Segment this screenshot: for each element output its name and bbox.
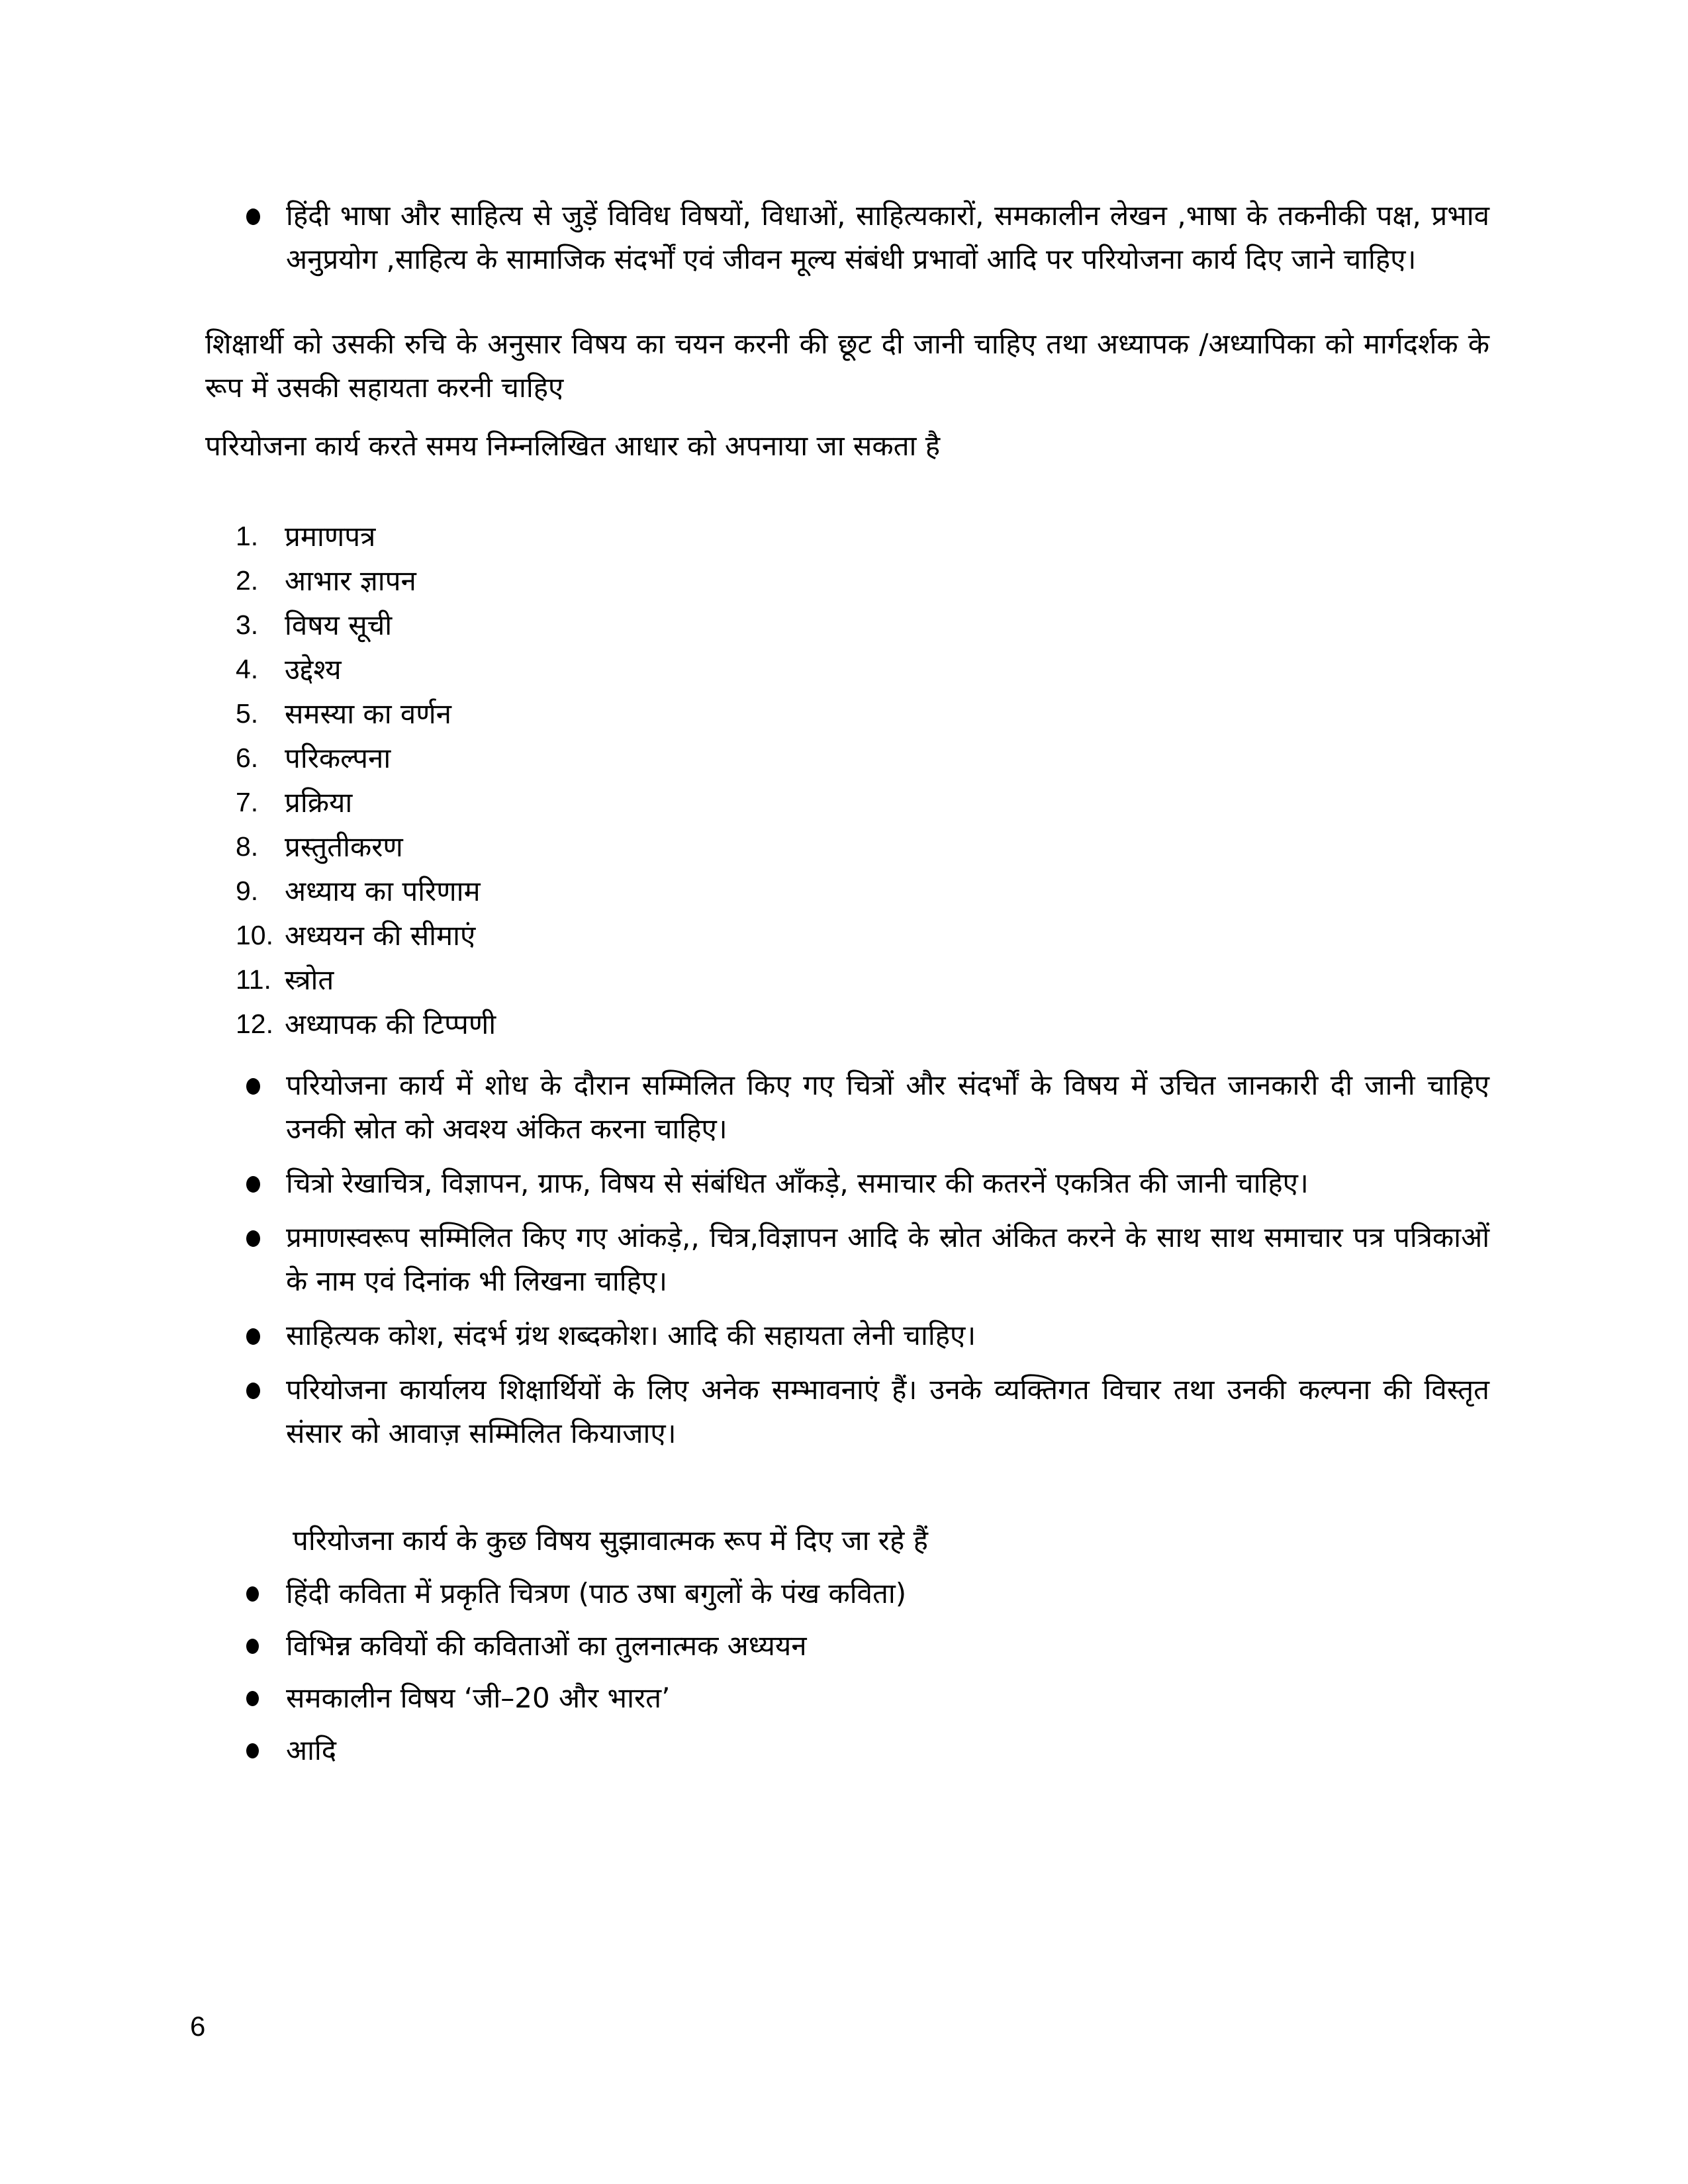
numbered-item <box>205 559 1489 603</box>
item-number: 5. <box>236 698 259 729</box>
intro-bullet-list <box>205 194 1489 281</box>
bullet-marker-icon <box>246 1383 260 1399</box>
item-label: समस्या का वर्णन <box>285 698 451 730</box>
topic-bullet-item <box>205 1676 1489 1720</box>
item-number: 7. <box>236 787 259 817</box>
numbered-item <box>205 825 1489 869</box>
topic-bullet-text: समकालीन विषय ‘जी–20 और भारत’ <box>286 1682 671 1714</box>
topic-bullet-item <box>205 1572 1489 1615</box>
page-number: 6 <box>190 2011 206 2042</box>
numbered-item <box>205 958 1489 1002</box>
guideline-bullet-list <box>205 1064 1489 1455</box>
bullet-marker-icon <box>246 1691 259 1706</box>
guideline-bullet-text: प्रमाणस्वरूप सम्मिलित किए गए आंकड़े,, चित्र,विज्ञापन आदि के स्रोत अंकित करने के साथ साथ समाचार पत्र पत्रिकाओं के नाम एवं दिनांक भी लिखना चाहिए। <box>286 1221 1489 1297</box>
suggestion-heading: परियोजना कार्य के कुछ विषय सुझावात्मक रूप में दिए जा रहे हैं <box>293 1524 928 1557</box>
topic-bullet-item <box>205 1624 1489 1668</box>
intro-bullet-text: हिंदी भाषा और साहित्य से जुड़ें विविध विषयों, विधाओं, साहित्यकारों, समकालीन लेखन ,भाषा के तकनीकी पक्ष, प्रभाव अनुप्रयोग ,साहित्य के सामाजिक संदर्भों एवं जीवन मूल्य संबंधी प्रभावों आदि पर परियोजना कार्य दिए जाने चाहिए। <box>286 199 1489 275</box>
item-number: 12. <box>236 1009 273 1039</box>
numbered-item <box>205 869 1489 913</box>
guideline-bullet-text: साहित्यक कोश, संदर्भ ग्रंथ शब्दकोश। आदि की सहायता लेनी चाहिए। <box>286 1319 976 1351</box>
item-label: स्त्रोत <box>285 964 334 996</box>
numbered-item <box>205 514 1489 559</box>
item-label: प्रमाणपत्र <box>285 520 376 553</box>
topic-bullet-text: आदि <box>286 1734 337 1766</box>
item-label: अध्ययन की सीमाएं <box>285 919 476 952</box>
paragraph-learner-choice: शिक्षार्थी को उसकी रुचि के अनुसार विषय का चयन करनी की छूट दी जानी चाहिए तथा अध्यापक /अध्यापिका को मार्गदर्शक के रूप में उसकी सहायता करनी चाहिए <box>205 328 1489 404</box>
item-label: अध्याय का परिणाम <box>285 875 481 907</box>
bullet-marker-icon <box>246 1078 260 1095</box>
bullet-marker-icon <box>246 208 260 225</box>
guideline-bullet-text: परियोजना कार्य में शोध के दौरान सम्मिलित किए गए चित्रों और संदर्भों के विषय में उचित जानकारी दी जानी चाहिए उनकी स्रोत को अवश्य अंकित करना चाहिए। <box>286 1069 1489 1145</box>
item-label: उद्देश्य <box>285 653 342 686</box>
topic-bullet-text: विभिन्न कवियों की कविताओं का तुलनात्मक अध्ययन <box>286 1629 807 1662</box>
numbered-item <box>205 1002 1489 1046</box>
guideline-bullet-item <box>205 1216 1489 1303</box>
item-number: 10. <box>236 920 273 950</box>
numbered-item <box>205 913 1489 958</box>
guideline-bullet-text: चित्रो रेखाचित्र, विज्ञापन, ग्राफ, विषय से संबंधित आँकड़े, समाचार की कतरनें एकत्रित की जानी चाहिए। <box>286 1167 1309 1199</box>
numbered-item <box>205 603 1489 647</box>
numbered-item <box>205 780 1489 825</box>
item-number: 9. <box>236 876 259 906</box>
topic-bullet-item <box>205 1729 1489 1772</box>
bullet-marker-icon <box>246 1743 259 1758</box>
intro-bullet-item <box>205 194 1489 281</box>
item-number: 4. <box>236 654 259 684</box>
item-label: परिकल्पना <box>285 742 391 774</box>
guideline-bullet-item <box>205 1368 1489 1455</box>
item-label: विषय सूची <box>285 609 393 641</box>
numbered-item <box>205 647 1489 692</box>
item-number: 11. <box>236 964 271 995</box>
item-label: आभार ज्ञापन <box>285 565 416 597</box>
bullet-marker-icon <box>246 1586 259 1602</box>
item-label: अध्यापक की टिप्पणी <box>285 1008 496 1040</box>
item-label: प्रस्तुतीकरण <box>285 831 403 863</box>
guideline-bullet-item <box>205 1314 1489 1357</box>
guideline-bullet-item <box>205 1161 1489 1205</box>
item-number: 3. <box>236 610 259 640</box>
numbered-item <box>205 692 1489 736</box>
item-number: 1. <box>236 521 259 551</box>
guideline-bullet-text: परियोजना कार्यालय शिक्षार्थियों के लिए अनेक सम्भावनाएं हैं। उनके व्यक्तिगत विचार तथा उनकी कल्पना की विस्तृत संसार को आवाज़ सम्मिलित कियाजाए। <box>286 1373 1489 1449</box>
numbered-item <box>205 736 1489 780</box>
item-number: 2. <box>236 565 259 596</box>
topic-bullet-text: हिंदी कविता में प्रकृति चित्रण (पाठ उषा बगुलों के पंख कविता) <box>286 1577 907 1610</box>
bullet-marker-icon <box>246 1639 259 1654</box>
item-number: 8. <box>236 831 259 862</box>
guideline-bullet-item <box>205 1064 1489 1151</box>
bullet-marker-icon <box>246 1230 260 1247</box>
topic-bullet-list <box>205 1572 1489 1772</box>
paragraph-basis-intro: परियोजना कार्य करते समय निम्नलिखित आधार को अपनाया जा सकता है <box>205 430 941 462</box>
bullet-marker-icon <box>246 1328 260 1345</box>
item-number: 6. <box>236 743 259 773</box>
project-structure-list <box>205 514 1489 1046</box>
bullet-marker-icon <box>246 1176 260 1193</box>
item-label: प्रक्रिया <box>285 786 353 819</box>
